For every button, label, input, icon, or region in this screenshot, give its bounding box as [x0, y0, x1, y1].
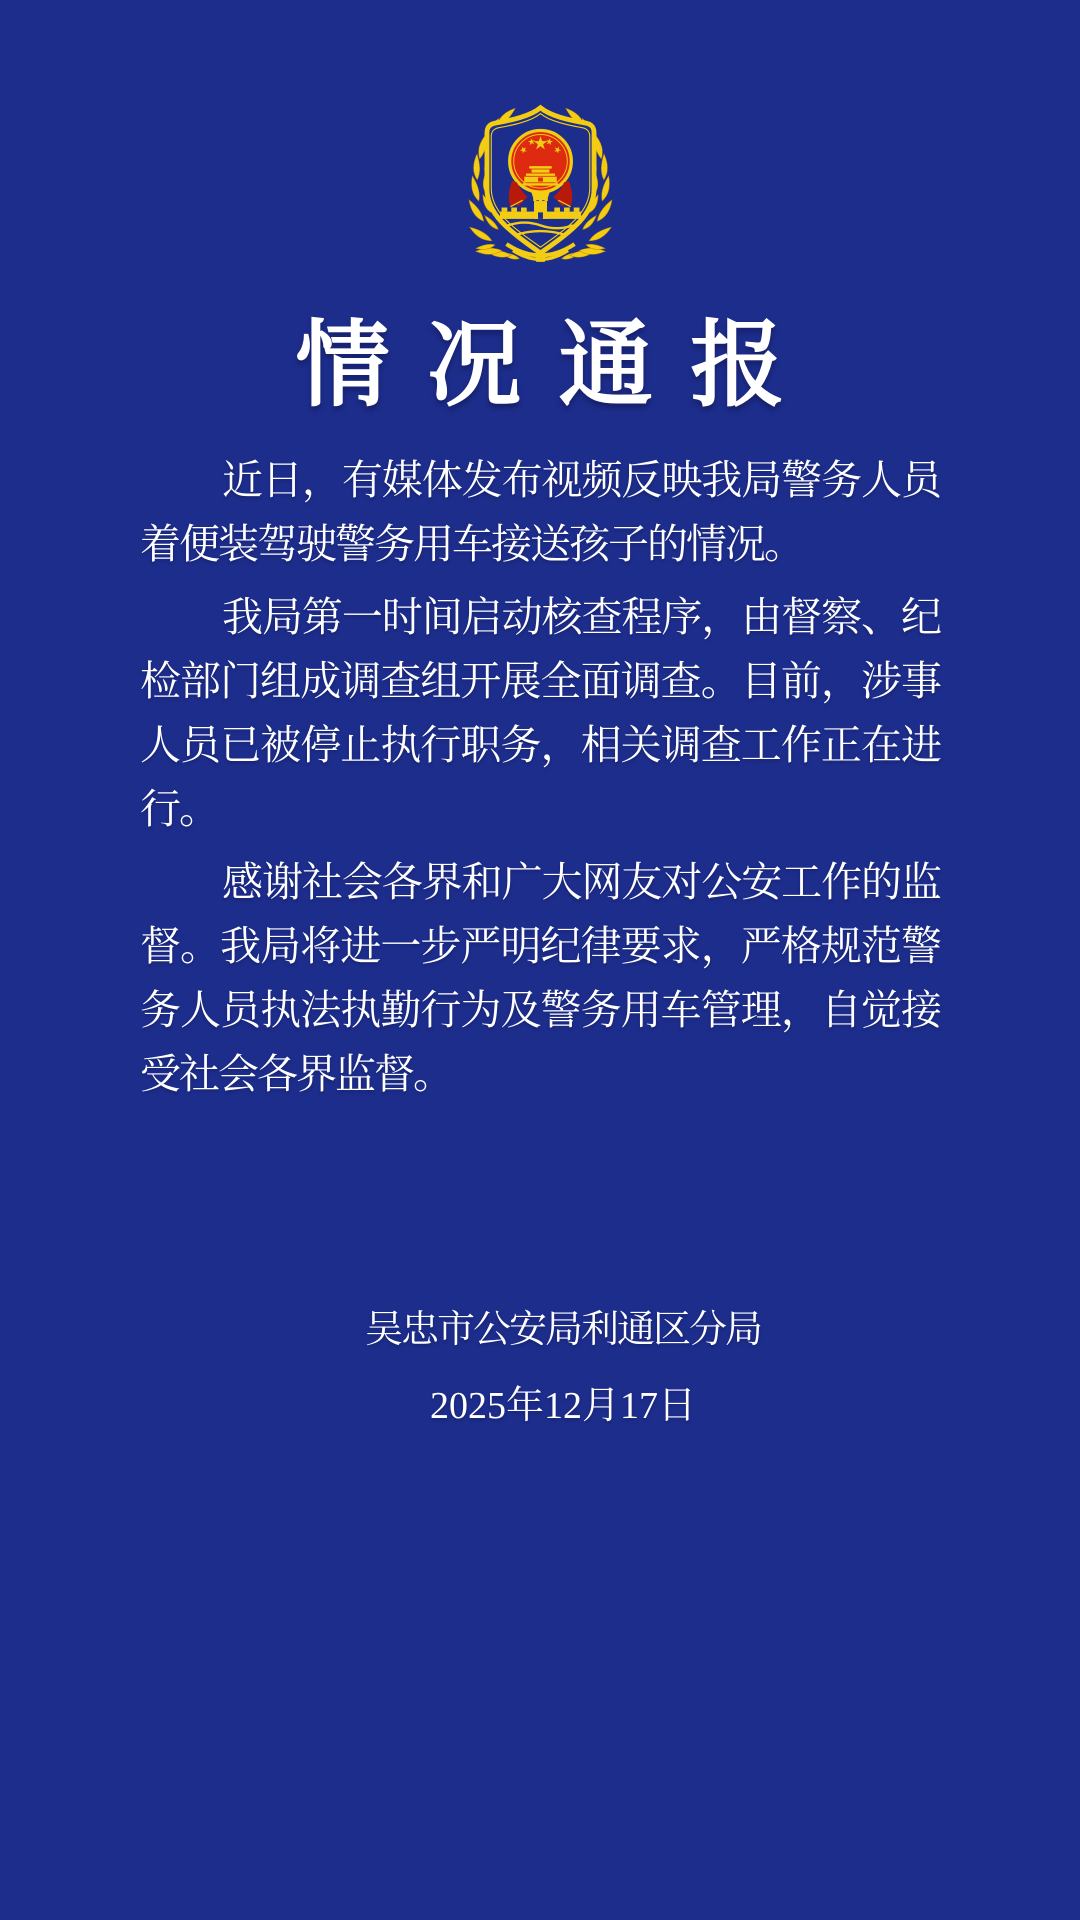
notice-paragraph: 我局第一时间启动核查程序，由督察、纪检部门组成调查组开展全面调查。目前，涉事人员已被停止执行职务，相关调查工作正在进行。: [140, 594, 940, 832]
notice-paragraph: 近日，有媒体发布视频反映我局警务人员着便装驾驶警务用车接送孩子的情况。: [140, 457, 940, 567]
notice-body: [140, 448, 940, 1106]
issue-date: 2025年12月17日: [429, 1385, 696, 1427]
notice-paragraph: 感谢社会各界和广大网友对公安工作的监督。我局将进一步严明纪律要求，严格规范警务人员执法执勤行为及警务用车管理，自觉接受社会各界监督。: [140, 859, 940, 1097]
issuing-authority: 吴忠市公安局利通区分局: [364, 1309, 761, 1351]
signature-block: [23, 1306, 1080, 1430]
notice-title: 情况通报: [295, 314, 822, 418]
china-police-badge-icon: [459, 98, 622, 270]
